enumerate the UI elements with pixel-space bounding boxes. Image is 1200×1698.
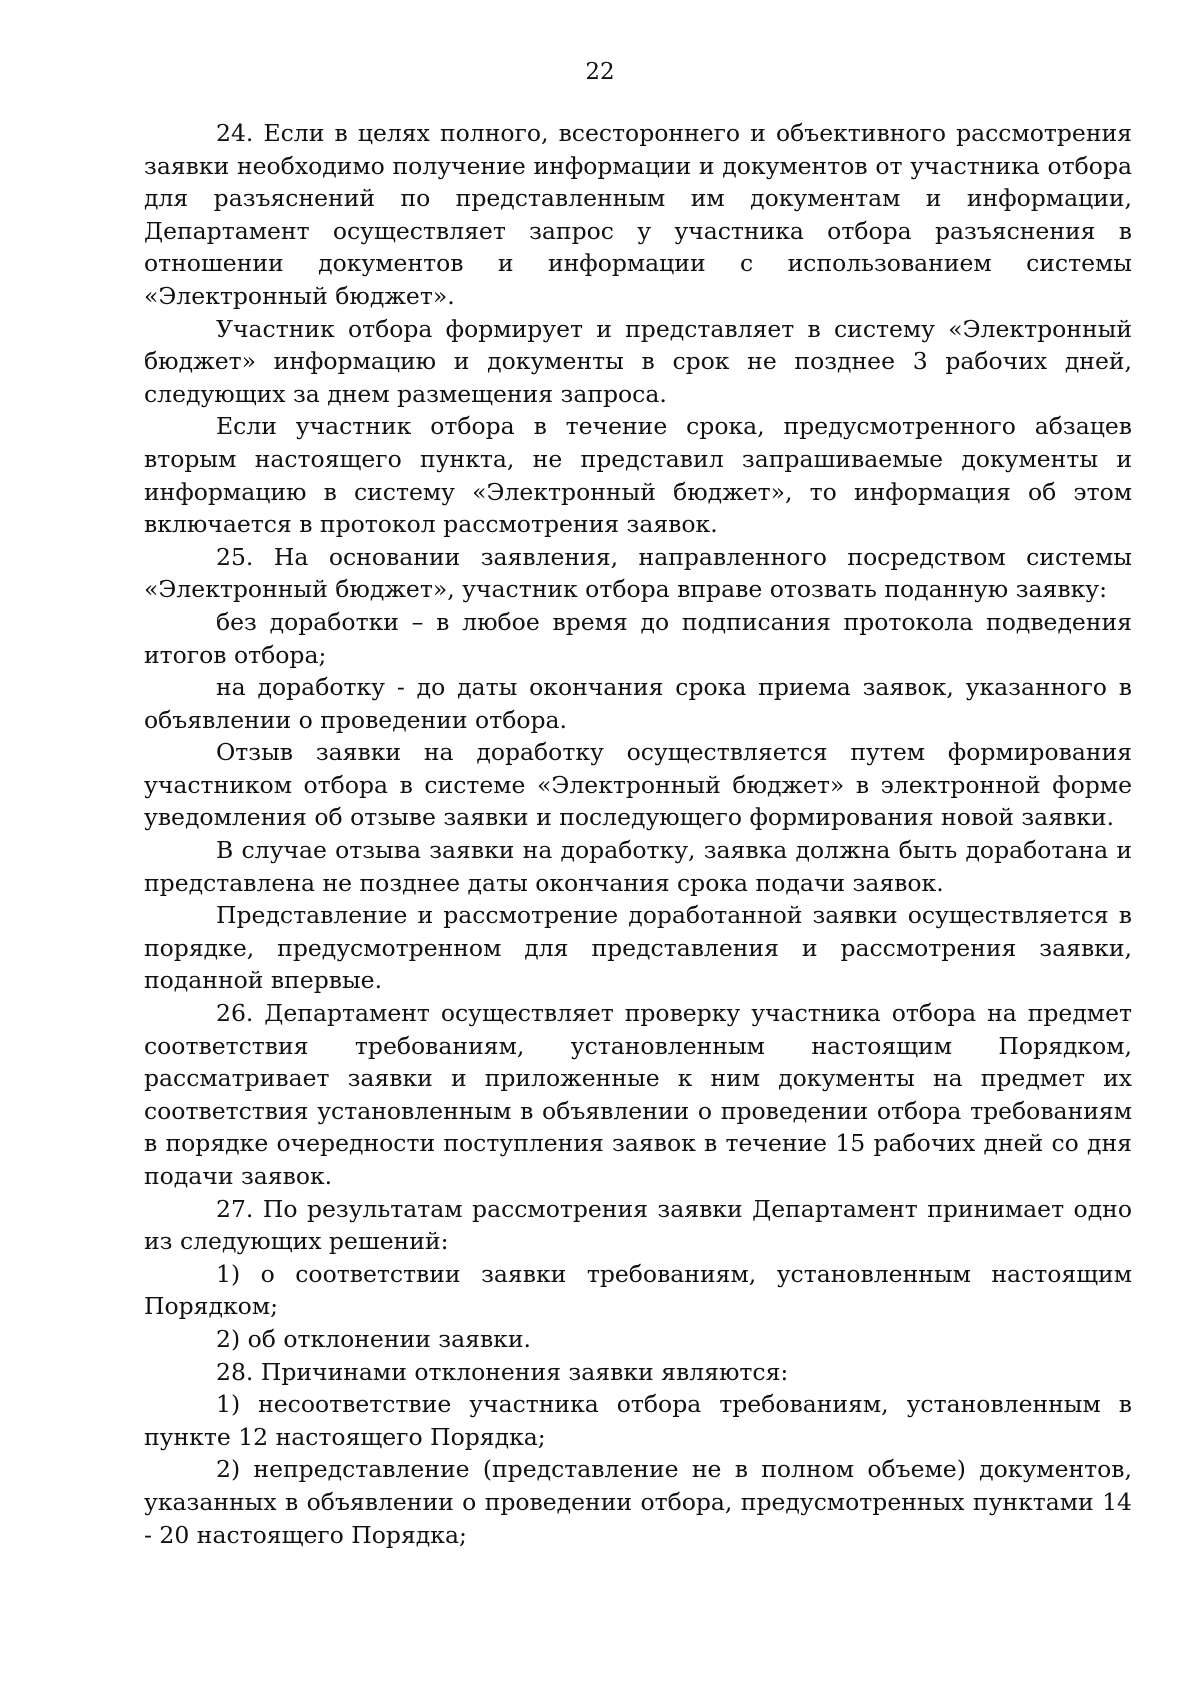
paragraph-27-item-1: 1) о соответствии заявки требованиям, установленным настоящим Порядком;	[144, 1259, 1132, 1321]
page-number: 22	[585, 59, 615, 85]
paragraph-28-item-1: 1) несоответствие участника отбора требованиям, установленным в пункте 12 настоящего Порядка;	[144, 1390, 1132, 1451]
paragraph-24-nonresponse: Если участник отбора в течение срока, предусмотренного абзацев вторым настоящего пункта, не представил запрашиваемые документы и информацию в систему «Электронный бюджет», то информация об этом включается в протокол рассмотрения заявок.	[144, 412, 1132, 539]
paragraph-25-withdrawal-procedure: Отзыв заявки на доработку осуществляется путем формирования участником отбора в системе «Электронный бюджет» в электронной форме уведомления об отзыве заявки и последующего формирования новой заявки.	[144, 738, 1132, 832]
paragraph-25-revised-review: Представление и рассмотрение доработанной заявки осуществляется в порядке, предусмотренном для представления и рассмотрения заявки, поданной впервые.	[144, 901, 1132, 995]
paragraph-24-response-deadline: Участник отбора формирует и представляет в систему «Электронный бюджет» информацию и документы в срок не позднее 3 рабочих дней, следующих за днем размещения запроса.	[144, 314, 1132, 408]
document-body	[144, 117, 1132, 1551]
paragraph-27-item-2: 2) об отклонении заявки.	[216, 1324, 532, 1353]
paragraph-25: 25. На основании заявления, направленного посредством системы «Электронный бюджет», участник отбора вправе отозвать поданную заявку:	[144, 542, 1132, 604]
paragraph-26: 26. Департамент осуществляет проверку участника отбора на предмет соответствия требованиям, установленным настоящим Порядком, рассматривает заявки и приложенные к ним документы на предмет их соответствия установленным в объявлении о проведении отбора требованиям в порядке очередности поступления заявок в течение 15 рабочих дней со дня подачи заявок.	[144, 999, 1132, 1190]
paragraph-25-for-revision: на доработку - до даты окончания срока приема заявок, указанного в объявлении о проведении отбора.	[144, 673, 1132, 734]
paragraph-24: 24. Если в целях полного, всестороннего и объективного рассмотрения заявки необходимо получение информации и документов от участника отбора для разъяснений по представленным им документам и информации, Департамент осуществляет запрос у участника отбора разъяснения в отношении документов и информации с использованием системы «Электронный бюджет».	[144, 119, 1132, 310]
paragraph-25-without-revision: без доработки – в любое время до подписания протокола подведения итогов отбора;	[144, 607, 1132, 669]
paragraph-25-revision-deadline: В случае отзыва заявки на доработку, заявка должна быть доработана и представлена не позднее даты окончания срока подачи заявок.	[144, 836, 1132, 897]
paragraph-28-item-2: 2) непредставление (представление не в полном объеме) документов, указанных в объявлении о проведении отбора, предусмотренных пунктами 14 - 20 настоящего Порядка;	[144, 1455, 1132, 1549]
paragraph-27: 27. По результатам рассмотрения заявки Департамент принимает одно из следующих решений:	[144, 1194, 1132, 1256]
paragraph-28: 28. Причинами отклонения заявки являются:	[216, 1357, 789, 1386]
